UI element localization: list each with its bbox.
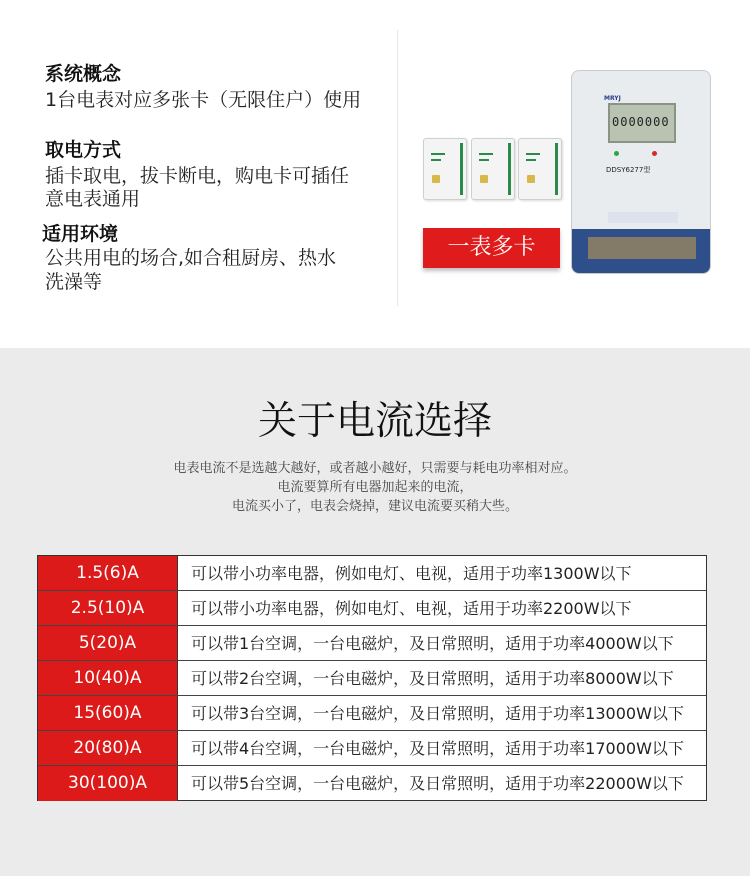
one-meter-multi-card-badge: 一表多卡 xyxy=(423,228,560,268)
current-cell: 15(60)A xyxy=(38,696,178,730)
desc-line: 电流买小了，电表会烧掉，建议电流要买稍大些。 xyxy=(231,499,518,514)
usage-cell: 可以带1台空调，一台电磁炉，及日常照明，适用于功率4000W以下 xyxy=(191,634,674,653)
table-row xyxy=(38,556,706,591)
power-title: 取电方式 xyxy=(45,139,122,161)
meter-brand: MRYJ xyxy=(604,95,621,102)
current-cell: 20(80)A xyxy=(38,731,178,765)
table-row xyxy=(38,766,706,801)
current-table xyxy=(37,555,707,801)
scope-title: 适用环境 xyxy=(42,223,119,245)
meter-terminal xyxy=(572,229,711,274)
usage-cell: 可以带5台空调，一台电磁炉，及日常照明，适用于功率22000W以下 xyxy=(191,774,684,793)
card-image xyxy=(471,138,515,200)
current-cell: 2.5(10)A xyxy=(38,591,178,625)
scope-text-line2: 洗澡等 xyxy=(45,271,103,293)
meter-digits: 0000000 xyxy=(612,115,670,129)
indicator-icon xyxy=(652,151,657,156)
usage-cell: 可以带小功率电器，例如电灯、电视，适用于功率1300W以下 xyxy=(191,564,632,583)
divider xyxy=(397,30,398,306)
table-row xyxy=(38,696,706,731)
card-image xyxy=(423,138,467,200)
desc-line: 电流要算所有电器加起来的电流， xyxy=(277,480,473,495)
power-text-line1: 插卡取电，拔卡断电，购电卡可插任 xyxy=(45,165,350,187)
indicator-icon xyxy=(614,151,619,156)
meter-name-band xyxy=(608,212,678,223)
card-image xyxy=(518,138,562,200)
usage-cell: 可以带2台空调，一台电磁炉，及日常照明，适用于功率8000W以下 xyxy=(191,669,674,688)
current-cell: 10(40)A xyxy=(38,661,178,695)
table-row xyxy=(38,661,706,696)
table-row xyxy=(38,731,706,766)
current-cell: 1.5(6)A xyxy=(38,556,178,590)
meter-image xyxy=(571,70,711,274)
desc-line: 电表电流不是选越大越好，或者越小越好，只需要与耗电功率相对应。 xyxy=(173,461,577,476)
table-row xyxy=(38,626,706,661)
system-title: 系统概念 xyxy=(45,63,122,85)
system-text: 1台电表对应多张卡（无限住户）使用 xyxy=(45,89,362,111)
usage-cell: 可以带小功率电器，例如电灯、电视，适用于功率2200W以下 xyxy=(191,599,632,618)
meter-model: DDSY6277型 xyxy=(606,166,651,174)
current-cell: 30(100)A xyxy=(38,766,178,801)
power-text-line2: 意电表通用 xyxy=(45,188,141,210)
current-cell: 5(20)A xyxy=(38,626,178,660)
table-row xyxy=(38,591,706,626)
section-heading: 关于电流选择 xyxy=(257,399,492,444)
scope-text-line1: 公共用电的场合,如合租厨房、热水 xyxy=(45,247,337,269)
usage-cell: 可以带3台空调，一台电磁炉，及日常照明，适用于功率13000W以下 xyxy=(191,704,684,723)
usage-cell: 可以带4台空调，一台电磁炉，及日常照明，适用于功率17000W以下 xyxy=(191,739,684,758)
